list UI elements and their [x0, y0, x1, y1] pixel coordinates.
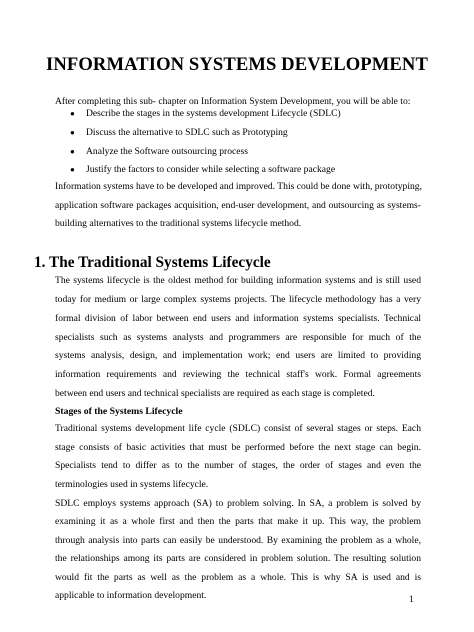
bullet-icon: ● — [70, 127, 75, 137]
list-item: ● Justify the factors to consider while selecting a software package — [70, 161, 341, 180]
document-title: INFORMATION SYSTEMS DEVELOPMENT — [46, 54, 428, 75]
text-line: Specialists tend to differ as to the number of stages, the order of stages and even the — [55, 460, 421, 472]
text-line: today for medium or large complex systems projects. The lifecycle methodology has a very — [55, 293, 421, 305]
paragraph-systems-approach — [55, 495, 421, 605]
list-item: ● Discuss the alternative to SDLC such as Prototyping — [70, 124, 341, 143]
objectives-list — [70, 105, 341, 180]
text-line: through analysis into parts can easily be understood. By examining the problem as a whole, — [55, 534, 421, 546]
text-line: building alternatives to the traditional systems lifecycle method. — [55, 218, 302, 229]
list-item: ● Describe the stages in the systems development Lifecycle (SDLC) — [70, 105, 341, 124]
text-line: Information systems have to be developed and improved. This could be done with, prototyping, — [55, 181, 422, 192]
text-line: would fit the parts as well as the problem as a whole. This is why SA is used and is — [55, 571, 421, 583]
text-line: systems analysis, design, and implementation work; end users are limited to providing — [55, 350, 421, 362]
text-line: specialists such as systems analysts and programmers are responsible for much of the — [55, 331, 421, 343]
text-line: applicable to information development. — [55, 590, 207, 602]
text-line: Traditional systems development life cycle (SDLC) consist of several stages or steps. Each — [55, 423, 421, 434]
bullet-icon: ● — [70, 146, 75, 156]
page-number: 1 — [409, 594, 414, 605]
list-item: ● Analyze the Software outsourcing process — [70, 143, 341, 162]
text-line: between end users and technical specialists are required as each stage is completed. — [55, 388, 375, 400]
text-line: The systems lifecycle is the oldest method for building information systems and is still used — [55, 275, 421, 286]
bullet-icon: ● — [70, 165, 75, 175]
paragraph-sdlc-stages — [55, 420, 421, 494]
text-line: terminologies used in systems lifecycle. — [55, 478, 209, 490]
text-line: application software packages acquisition, end-user development, and outsourcing as systems- — [55, 199, 421, 211]
paragraph-alternatives — [55, 178, 421, 234]
text-line: stage consists of basic activities that must be performed before the next stage can begin. — [55, 441, 421, 453]
paragraph-lifecycle — [55, 272, 421, 404]
text-line: examining it as a whole first and then the parts that make it up. This way, the problem — [55, 516, 421, 528]
section-heading: 1. The Traditional Systems Lifecycle — [34, 254, 271, 271]
intro-text: After completing this sub- chapter on Information System Development, you will be able to: — [55, 96, 411, 107]
subsection-heading: Stages of the Systems Lifecycle — [55, 406, 183, 417]
bullet-icon: ● — [70, 109, 75, 118]
text-line: formal division of labor between end users and information systems specialists. Technical — [55, 312, 421, 324]
text-line: the relationships among its parts are considered in problem solution. The resulting solution — [55, 553, 421, 565]
text-line: information requirements and reviewing the technical staff's work. Formal agreements — [55, 369, 421, 381]
text-line: SDLC employs systems approach (SA) to problem solving. In SA, a problem is solved by — [55, 498, 421, 509]
